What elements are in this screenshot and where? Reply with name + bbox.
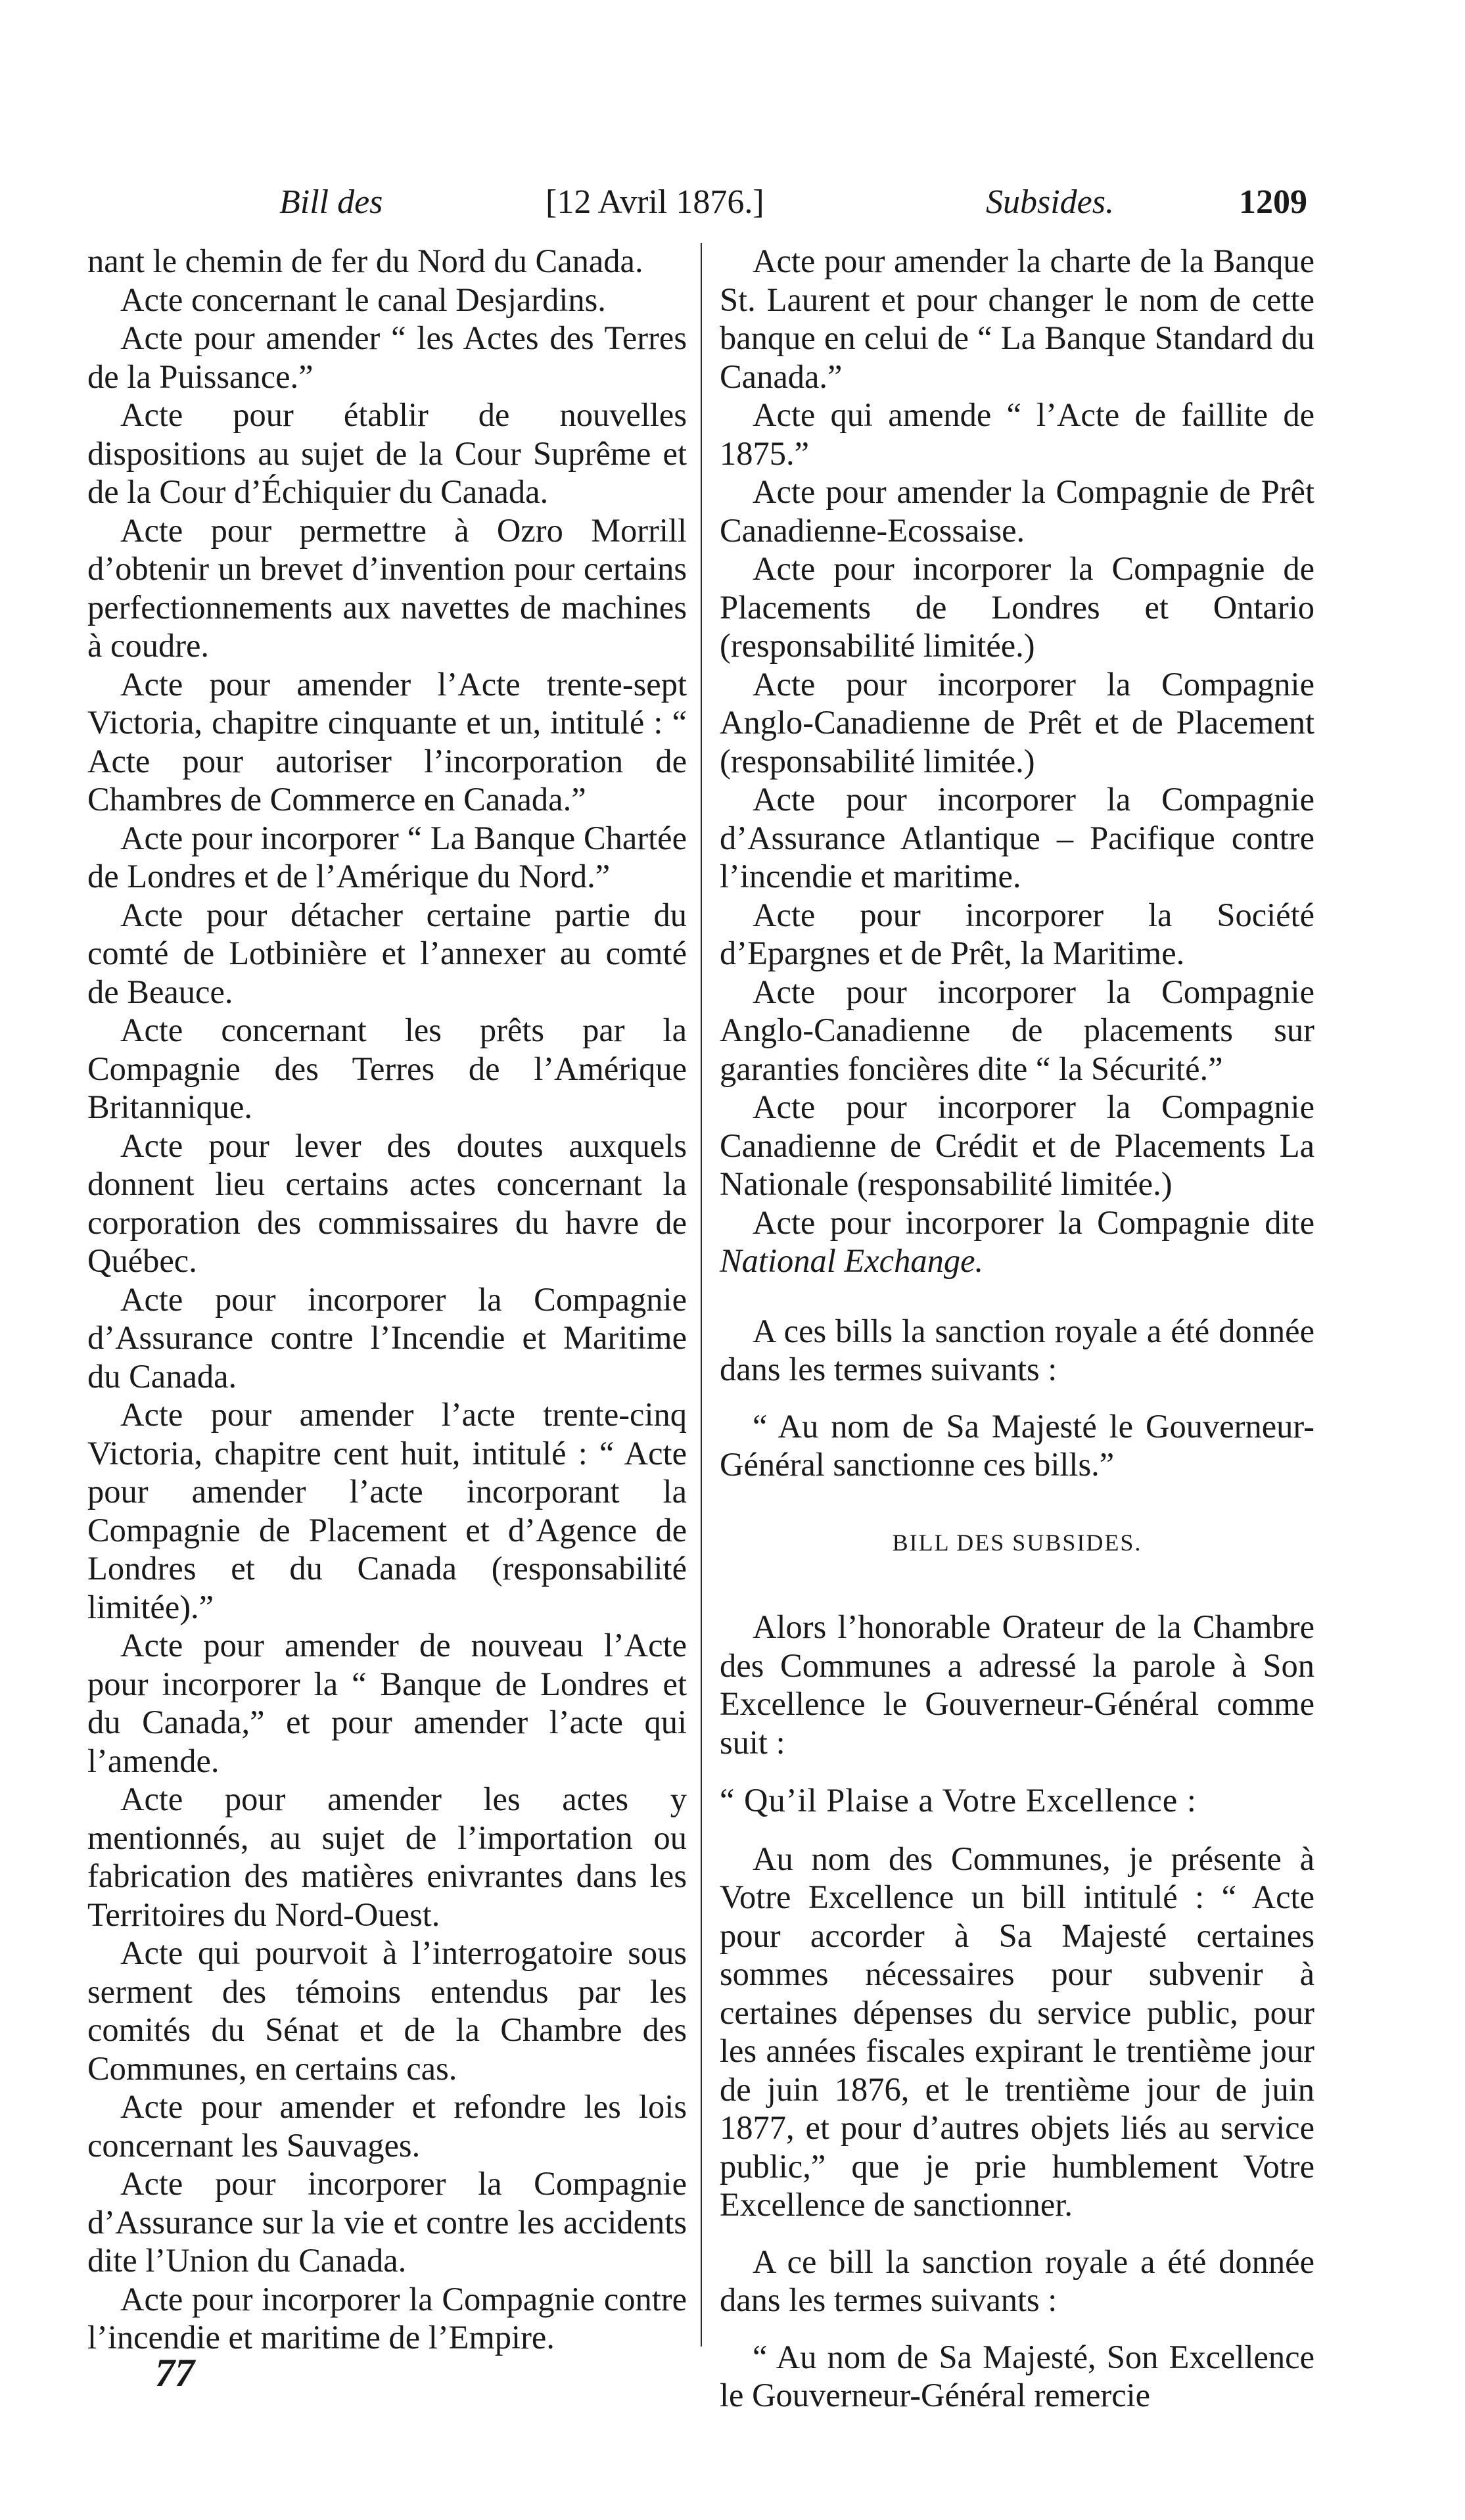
header-left: Bill des	[279, 183, 383, 221]
paragraph: Acte pour incorporer la Société d’Epargnes et de Prêt, la Maritime.	[720, 896, 1314, 971]
paragraph	[720, 1203, 1314, 1280]
paragraph: Acte qui pourvoit à l’interrogatoire sous serment des témoins entendus par les comités du Sénat et de la Chambre des Communes, en certains cas.	[87, 1934, 687, 2087]
paragraph: Acte pour amender les actes y mentionnés, au sujet de l’importation ou fabrication des matières enivrantes dans les Territoires du Nord-Ouest.	[87, 1781, 687, 1933]
paragraph: Acte pour amender la Compagnie de Prêt Canadienne-Ecossaise.	[720, 473, 1314, 549]
section-heading: BILL DES SUBSIDES.	[892, 1529, 1142, 1556]
page-number: 1209	[1239, 183, 1307, 221]
column-divider	[701, 243, 702, 2346]
header-date: [12 Avril 1876.]	[546, 183, 764, 221]
sanction-paragraph: A ces bills la sanction royale a été donnée dans les termes suivants :	[720, 1312, 1314, 1388]
paragraph: Acte pour amender “ les Actes des Terres de la Puissance.”	[87, 319, 687, 395]
paragraph: Acte pour amender l’acte trente-cinq Victoria, chapitre cent huit, intitulé : “ Acte pour amender l’acte incorporant la Compagnie de Placement et d’Agence de Londres et du Canada (responsabilité limitée).”	[87, 1396, 687, 1625]
address-line: “ Qu’il Plaise a Votre Excellence :	[720, 1782, 1197, 1819]
paragraph: Acte pour incorporer la Compagnie Anglo-Canadienne de placements sur garanties foncières dite “ la Sécurité.”	[720, 973, 1314, 1087]
paragraph: Acte pour amender la charte de la Banque St. Laurent et pour changer le nom de cette banque en celui de “ La Banque Standard du Canada.”	[720, 243, 1314, 395]
paragraph: Acte pour amender l’Acte trente-sept Victoria, chapitre cinquante et un, intitulé : “ Acte pour autoriser l’incorporation de Chambres de Commerce en Canada.”	[87, 665, 687, 818]
paragraph: nant le chemin de fer du Nord du Canada.	[87, 243, 643, 279]
paragraph: Acte pour établir de nouvelles dispositions au sujet de la Cour Suprême et de la Cour d’Échiquier du Canada.	[87, 396, 687, 510]
left-column	[87, 242, 687, 2357]
royal-quote: “ Au nom de Sa Majesté le Gouverneur-Général sanctionne ces bills.”	[720, 1407, 1314, 1483]
paragraph: Acte pour lever des doutes auxquels donnent lieu certains actes concernant la corporation des commissaires du havre de Québec.	[87, 1127, 687, 1279]
paragraph: Acte pour incorporer la Compagnie Canadienne de Crédit et de Placements La Nationale (responsabilité limitée.)	[720, 1088, 1314, 1202]
signature-mark: 77	[155, 2351, 195, 2394]
paragraph: Acte pour incorporer “ La Banque Chartée de Londres et de l’Amérique du Nord.”	[87, 819, 687, 895]
paragraph: Acte concernant le canal Desjardins.	[120, 281, 606, 318]
last-act-italic: National Exchange.	[720, 1242, 984, 1279]
paragraph: Acte pour amender et refondre les lois concernant les Sauvages.	[87, 2088, 687, 2164]
paragraph: Acte pour détacher certaine partie du comté de Lotbinière et l’annexer au comté de Beauce.	[87, 896, 687, 1010]
last-act-prefix: Acte pour incorporer la Compagnie dite	[753, 1203, 1314, 1241]
header-right: Subsides.	[986, 183, 1114, 221]
paragraph: Au nom des Communes, je présente à Votre Excellence un bill intitulé : “ Acte pour accorder à Sa Majesté certaines sommes nécessaires pour subvenir à certaines dépenses du service public, pour les années fiscales expirant le trentième jour de juin 1876, et le trentième jour de juin 1877, et pour d’autres objets liés au service public,” que je prie humblement Votre Excellence de sanctionner.	[720, 1840, 1314, 2223]
running-header	[92, 176, 1314, 229]
sanction-paragraph: A ce bill la sanction royale a été donnée dans les termes suivants :	[720, 2243, 1314, 2318]
paragraph: Acte qui amende “ l’Acte de faillite de 1875.”	[720, 396, 1314, 472]
paragraph: Acte pour incorporer la Compagnie contre l’incendie et maritime de l’Empire.	[87, 2280, 687, 2356]
paragraph: Acte pour incorporer la Compagnie Anglo-Canadienne de Prêt et de Placement (responsabilité limitée.)	[720, 665, 1314, 780]
paragraph: Alors l’honorable Orateur de la Chambre des Communes a adressé la parole à Son Excellence le Gouverneur-Général comme suit :	[720, 1608, 1314, 1761]
paragraph: Acte pour permettre à Ozro Morrill d’obtenir un brevet d’invention pour certains perfectionnements aux navettes de machines à coudre.	[87, 511, 687, 664]
paragraph: Acte pour incorporer la Compagnie d’Assurance sur la vie et contre les accidents dite l’Union du Canada.	[87, 2165, 687, 2279]
paragraph: Acte pour incorporer la Compagnie de Placements de Londres et Ontario (responsabilité limitée.)	[720, 550, 1314, 664]
royal-quote: “ Au nom de Sa Majesté, Son Excellence le Gouverneur-Général remercie	[720, 2338, 1314, 2414]
paragraph: Acte pour incorporer la Compagnie d’Assurance Atlantique – Pacifique contre l’incendie et maritime.	[720, 781, 1314, 895]
right-column	[720, 242, 1314, 2415]
paragraph: Acte concernant les prêts par la Compagnie des Terres de l’Amérique Britannique.	[87, 1012, 687, 1125]
paragraph: Acte pour incorporer la Compagnie d’Assurance contre l’Incendie et Maritime du Canada.	[87, 1280, 687, 1395]
paragraph: Acte pour amender de nouveau l’Acte pour incorporer la “ Banque de Londres et du Canada,” et pour amender l’acte qui l’amende.	[87, 1627, 687, 1779]
